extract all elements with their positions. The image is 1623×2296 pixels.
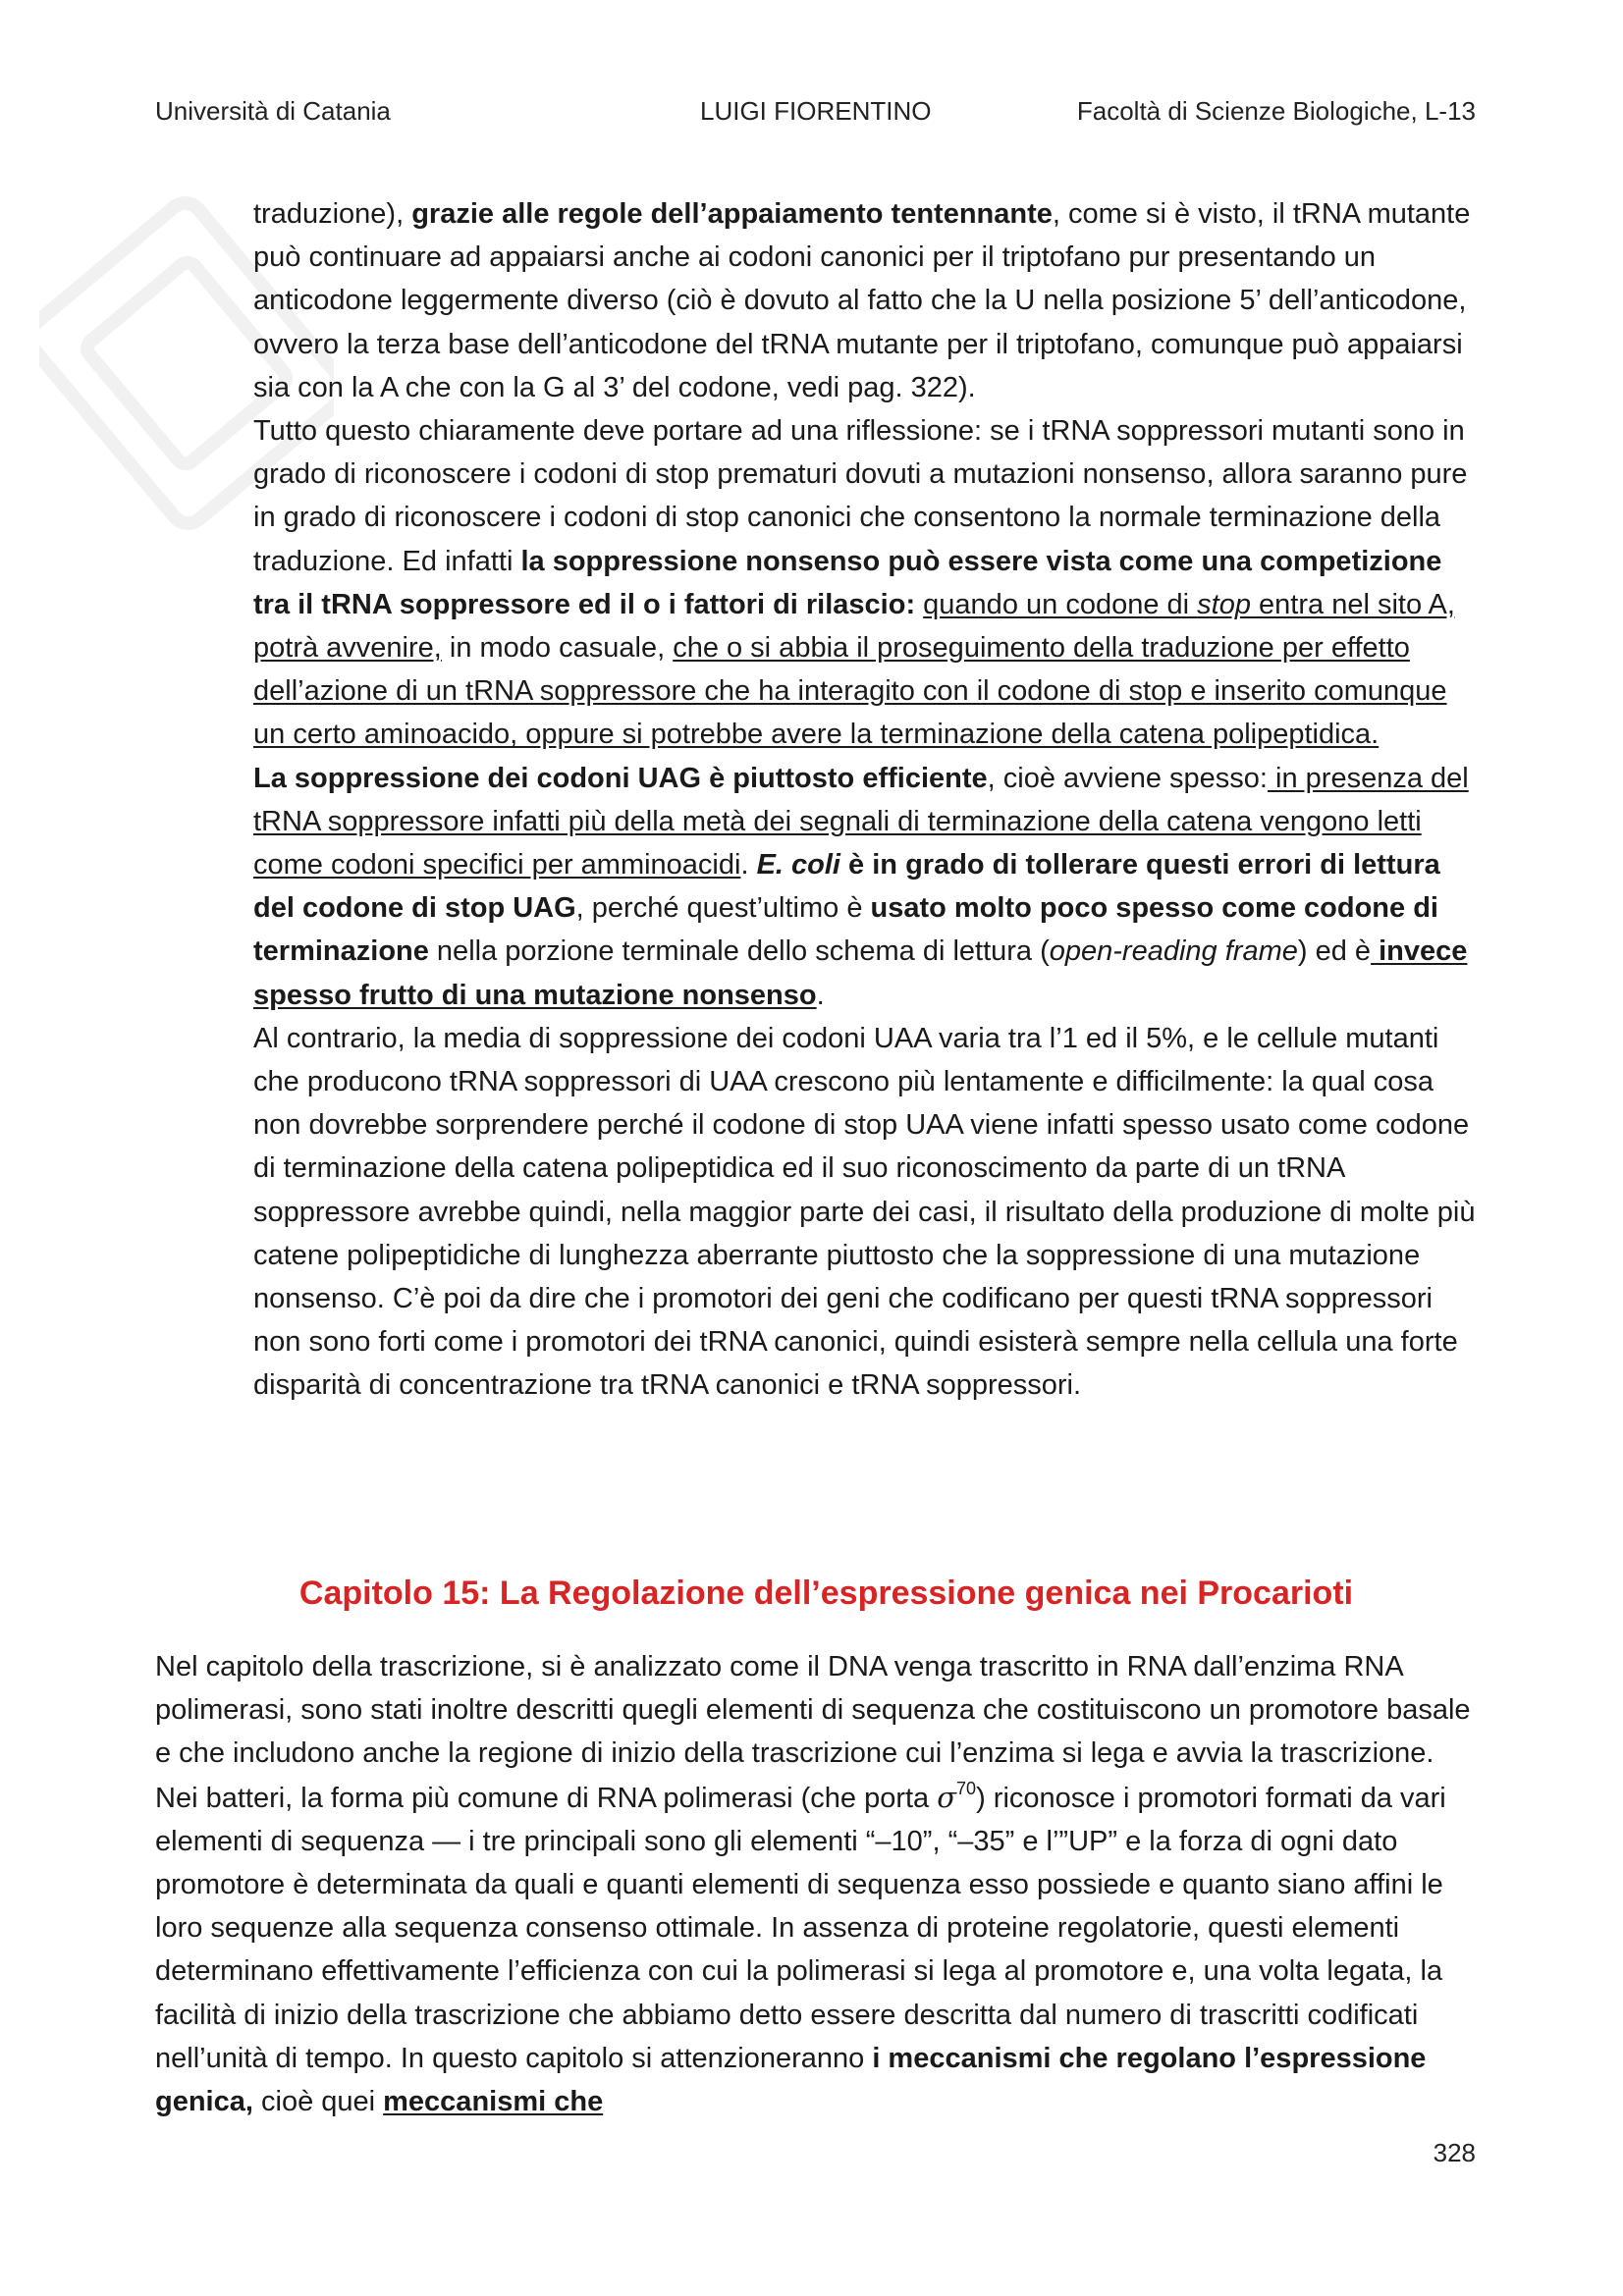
header-university: Università di Catania	[155, 96, 391, 126]
bold-text: grazie alle regole dell’appaiamento tentennante	[411, 198, 1053, 230]
paragraph-competition	[253, 409, 1481, 757]
text-span: ) ed è	[1297, 935, 1372, 968]
underlined-text: in presenza del tRNA soppressore infatti più della metà dei segnali di terminazione della catena vengono letti come codoni specifici per amminoacidi	[253, 762, 1469, 881]
text-span: , cioè avviene spesso:	[987, 762, 1268, 794]
underlined-text: che o si abbia il proseguimento della traduzione per effetto dell’azione di un tRNA soppressore che ha interagito con il codone di stop e inserito comunque un certo aminoacido, oppure si potrebbe avere la terminazione della catena polipeptidica.	[253, 632, 1447, 751]
underlined-italic-text: stop	[1197, 588, 1251, 620]
paragraph-uag	[253, 757, 1481, 1017]
italic-text: open-reading frame	[1049, 935, 1298, 968]
text-span	[915, 589, 923, 620]
underlined-text: entra nel sito A, potrà avvenire,	[253, 588, 1455, 665]
text-span: in modo casuale,	[441, 632, 674, 665]
chapter-body	[155, 1645, 1481, 2123]
bold-text: usato molto poco spesso come codone di terminazione	[253, 892, 1438, 968]
text-section	[253, 192, 1481, 1408]
text-span: traduzione),	[253, 198, 412, 230]
bold-underlined-text: invece spesso frutto di una mutazione nonsenso	[253, 935, 1468, 1011]
bold-italic-text: E. coli	[756, 849, 840, 881]
header-author: LUIGI FIORENTINO	[700, 96, 932, 126]
page-number: 328	[1433, 2138, 1476, 2167]
sigma-symbol: σ	[937, 1780, 957, 1814]
text-span: , perché quest’ultimo è	[575, 892, 871, 925]
paragraph-chapter-intro	[155, 1645, 1481, 2123]
text-span: Nel capitolo della trascrizione, si è analizzato come il DNA venga trascritto in RNA dall’enzima RNA polimerasi, sono stati inoltre descritti quegli elementi di sequenza che costituiscono un promotore basale e che includono anche la regione di inizio della trascrizione cui l’enzima si lega e avvia la trascrizione. Nei batteri, la forma più comune di RNA polimerasi (che porta	[155, 1651, 1471, 1814]
page-header	[155, 96, 1476, 135]
text-span: .	[816, 979, 825, 1011]
chapter-title: Capitolo 15: La Regolazione dell’espressione genica nei Procarioti	[298, 1575, 1354, 1612]
paragraph-uaa: Al contrario, la media di soppressione dei codoni UAA varia tra l’1 ed il 5%, e le cellule mutanti che producono tRNA soppressori di UAA crescono più lentamente e difficilmente: la qual cosa non dovrebbe sorprendere perché il codone di stop UAA viene infatti spesso usato come codone di terminazione della catena polipeptidica ed il suo riconoscimento da parte di un tRNA soppressore avrebbe quindi, nella maggior parte dei casi, il risultato della produzione di molte più catene polipeptidiche di lunghezza aberrante piuttosto che la soppressione di una mutazione nonsenso. C’è poi da dire che i promotori dei geni che codificano per questi tRNA soppressori non sono forti come i promotori dei tRNA canonici, quindi esisterà sempre nella cellula una forte disparità di concentrazione tra tRNA canonici e tRNA soppressori.	[253, 1022, 1476, 1402]
bold-underlined-text: meccanismi che	[383, 2086, 604, 2118]
paragraph-wobble	[253, 192, 1481, 409]
bold-text: La soppressione dei codoni UAG è piuttosto efficiente	[253, 762, 988, 794]
text-span: ) riconosce i promotori formati da vari elementi di sequenza — i tre principali sono gli elementi “–10”, “–35” e l’”UP” e la forza di ogni dato promotore è determinata da quali e quanti elementi di sequenza esso possiede e quanto siano affini le loro sequenze alla sequenza consenso ottimale. In assenza di proteine regolatorie, questi elementi determinano effettivamente l’efficienza con cui la polimerasi si lega al promotore e, una volta legata, la facilità di inizio della trascrizione che abbiamo detto essere descritta dal numero di trascritti codificati nell’unità di tempo. In questo capitolo si attenzioneranno	[155, 1782, 1446, 2074]
text-span: nella porzione terminale dello schema di lettura (	[428, 935, 1050, 968]
text-span: , come si è visto, il tRNA mutante può continuare ad appaiarsi anche ai codoni canonici per il triptofano pur presentando un anticodone leggermente diverso (ciò è dovuto al fatto che la U nella posizione 5’ dell’anticodone, ovvero la terza base dell’anticodone del tRNA mutante per il triptofano, comunque può appaiarsi sia con la A che con la G al 3’ del codone, vedi pag. 322).	[253, 198, 1471, 403]
bold-text: la soppressione nonsenso può essere vista come una competizione tra il tRNA soppressore ed il o i fattori di rilascio:	[253, 545, 1442, 620]
header-faculty: Facoltà di Scienze Biologiche, L-13	[1076, 96, 1476, 126]
text-span: Tutto questo chiaramente deve portare ad una riflessione: se i tRNA soppressori mutanti sono in grado di riconoscere i codoni di stop prematuri dovuti a mutazioni nonsenso, allora saranno pure in grado di riconoscere i codoni di stop canonici che consentono la normale terminazione della traduzione. Ed infatti	[253, 415, 1468, 577]
text-span: cioè quei	[252, 2086, 384, 2118]
bold-text: è in grado di tollerare questi errori di lettura del codone di stop UAG	[253, 849, 1440, 925]
underlined-text: quando un codone di	[923, 588, 1198, 620]
text-span: .	[740, 849, 757, 881]
sigma-superscript: 70	[956, 1778, 977, 1798]
bold-text: i meccanismi che regolano l’espressione genica,	[155, 2042, 1427, 2118]
